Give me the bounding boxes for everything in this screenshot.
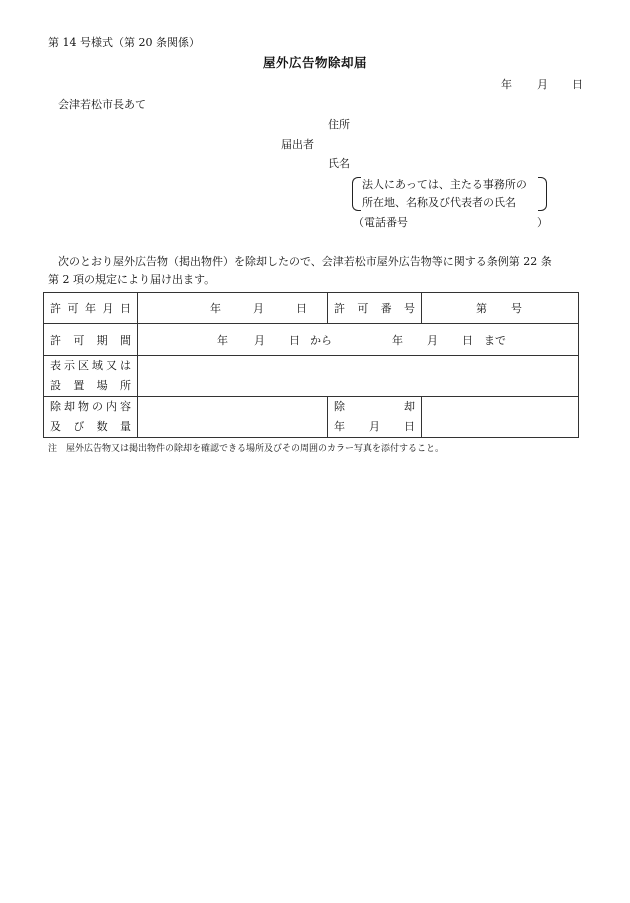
row-permit-period	[44, 324, 579, 356]
period-to-month: 月	[427, 333, 438, 347]
removed-items-label-line1: 除却物の内容	[50, 400, 131, 413]
permit-number-dai: 第	[476, 302, 487, 315]
period-to: まで	[484, 333, 506, 347]
notifier-label: 届出者	[281, 138, 314, 151]
phone-label: （電話番号	[353, 216, 408, 229]
display-location-label-line1: 表示区域又は	[50, 359, 131, 372]
date-day-label: 日	[572, 78, 583, 91]
permit-month: 月	[253, 302, 264, 315]
row-display-location	[44, 356, 579, 397]
removal-date-jo: 除	[334, 400, 345, 413]
document-title: 屋外広告物除却届	[262, 55, 367, 70]
display-location-label-line2: 設置場所	[50, 379, 131, 392]
name-label: 氏名	[328, 157, 350, 170]
display-location-label-cell	[44, 356, 138, 397]
period-from-year: 年	[217, 333, 228, 347]
permit-date-label-cell	[44, 293, 138, 324]
addressee: 会津若松市長あて	[58, 98, 146, 111]
removal-date-label-line1	[334, 397, 415, 417]
removal-date-label-cell	[328, 397, 422, 438]
period-from: から	[310, 333, 332, 347]
display-location-field[interactable]	[138, 356, 579, 397]
corp-note-line2: 所在地、名称及び代表者の氏名	[362, 196, 516, 209]
removal-form-table	[43, 292, 579, 438]
row-removed-items	[44, 397, 579, 438]
address-label: 住所	[328, 118, 350, 131]
removal-date-year: 年	[334, 420, 345, 433]
row-permit-date	[44, 293, 579, 324]
corp-note-line1: 法人にあっては、主たる事務所の	[362, 178, 527, 191]
removal-date-month: 月	[369, 420, 380, 433]
permit-date-label: 許可年月日	[50, 302, 131, 315]
phone-close: ）	[537, 216, 548, 229]
removal-date-label-line2	[334, 417, 415, 437]
footnote: 注 屋外広告物又は掲出物件の除却を確認できる場所及びその周囲のカラー写真を添付すること。	[48, 444, 445, 454]
period-from-month: 月	[254, 333, 265, 347]
permit-period-label: 許可期間	[50, 333, 131, 347]
permit-number-label-cell	[328, 293, 422, 324]
permit-period-label-cell	[44, 324, 138, 356]
permit-year: 年	[210, 302, 221, 315]
permit-number-label: 許可番号	[334, 302, 415, 315]
date-year-label: 年	[501, 78, 512, 91]
period-to-day: 日	[462, 333, 473, 347]
permit-day: 日	[296, 302, 307, 315]
form-number: 第 14 号様式（第 20 条関係）	[48, 36, 200, 49]
permit-date-field[interactable]	[138, 293, 328, 324]
period-from-day: 日	[289, 333, 300, 347]
removed-items-label-line2: 及び数量	[50, 420, 131, 433]
removed-items-label-cell	[44, 397, 138, 438]
note-bracket-left	[352, 177, 361, 211]
permit-period-field[interactable]	[138, 324, 579, 356]
removal-date-day: 日	[404, 420, 415, 433]
date-month-label: 月	[537, 78, 548, 91]
period-to-year: 年	[392, 333, 403, 347]
body-text-line1: 次のとおり屋外広告物（掲出物件）を除却したので、会津若松市屋外広告物等に関する条例第 22 条	[58, 255, 552, 268]
note-bracket-right	[538, 177, 547, 211]
removal-date-field[interactable]	[422, 397, 579, 438]
removal-date-kyaku: 却	[404, 400, 415, 413]
permit-number-go: 号	[511, 302, 522, 315]
permit-number-field[interactable]	[422, 293, 579, 324]
body-text-line2: 第 2 項の規定により届け出ます。	[48, 273, 216, 286]
removed-items-field[interactable]	[138, 397, 328, 438]
